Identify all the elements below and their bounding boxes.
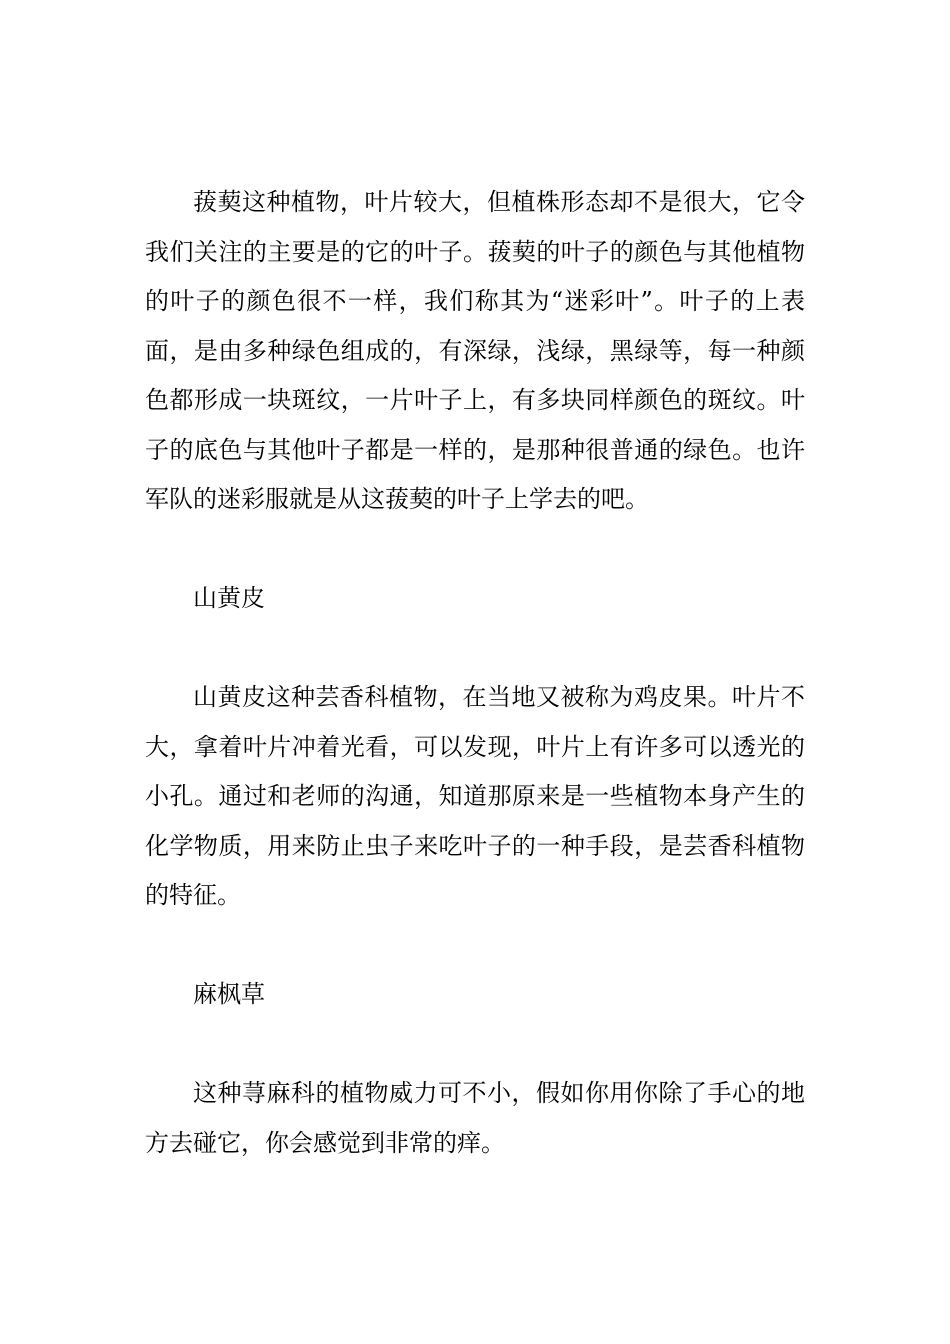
paragraph-spacer	[145, 1020, 805, 1070]
document-body	[145, 178, 805, 1168]
paragraph-shanhuangpi: 山黄皮这种芸香科植物，在当地又被称为鸡皮果。叶片不大，拿着叶片冲着光看，可以发现，叶片上有许多可以透光的小孔。通过和老师的沟通，知道那原来是一些植物本身产生的化学物质，用来防止虫子来吃叶子的一种手段，是芸香科植物的特征。	[145, 683, 805, 909]
paragraph-spacer	[145, 525, 805, 575]
section-heading-shanhuangpi: 山黄皮	[193, 584, 265, 612]
section-heading-mafengcao: 麻枫草	[193, 980, 265, 1008]
paragraph-smilax: 菝葜这种植物，叶片较大，但植株形态却不是很大，它令我们关注的主要是的它的叶子。菝葜的叶子的颜色与其他植物的叶子的颜色很不一样，我们称其为“迷彩叶”。叶子的上表面，是由多种绿色组成的，有深绿，浅绿，黑绿等，每一种颜色都形成一块斑纹，一片叶子上，有多块同样颜色的斑纹。叶子的底色与其他叶子都是一样的，是那种很普通的绿色。也许军队的迷彩服就是从这菝葜的叶子上学去的吧。	[145, 188, 805, 513]
paragraph-mafengcao: 这种荨麻科的植物威力可不小，假如你用你除了手心的地方去碰它，你会感觉到非常的痒。	[145, 1079, 805, 1157]
paragraph-spacer	[145, 921, 805, 971]
paragraph-spacer	[145, 624, 805, 674]
